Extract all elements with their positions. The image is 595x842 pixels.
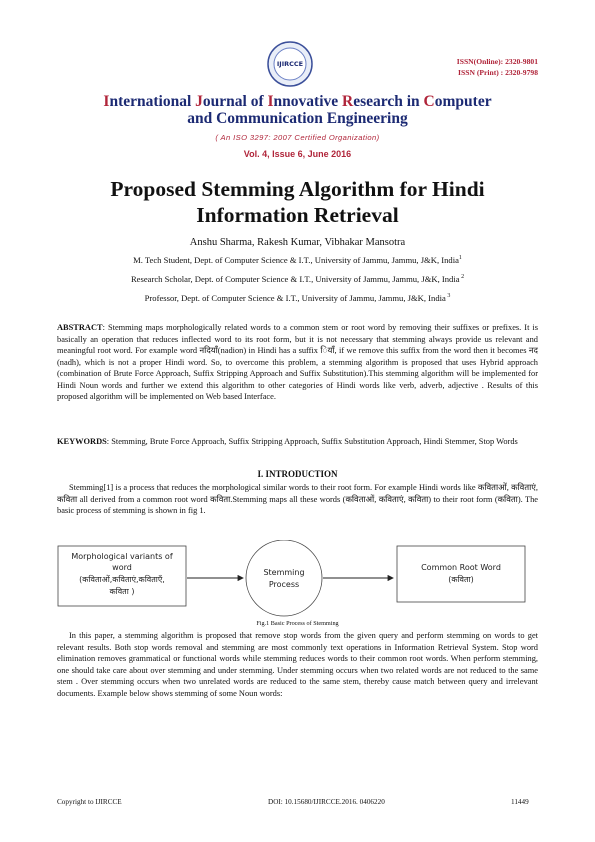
- figure-circle-line: Process: [268, 580, 300, 589]
- figure-circle-stemming: [246, 540, 322, 616]
- intro-paragraph-2: In this paper, a stemming algorithm is proposed that remove stop words from the given query and perform stemming on words to get relevant results. Both stop words removal and stemming are most commonly text operations in Information Retrieval System. Stop word elimination removes grammatical or functional words while stemming reduces words to their common root words. When perform stemming, one should take care about over stemming and under stemming. Under stemming occurs when two related words are not reduced to the same stem . Over stemming occurs when two unrelated words are reduced to the same stem, thereby cause match between query and irrelevant documents. Example below shows stemming of some Noun words:: [57, 631, 538, 698]
- abstract-text: : Stemming maps morphologically related words to a common stem or root word by removing their suffixes or prefixes. It is basically an operation that reduces inflected word to its root form, but it is not necessary that stemming always provide us relevant and meaningful root word. For example word नदियाँ(nadion) in Hindi has a suffix ियाँ, if we remove this suffix from the word then it becomes नद (nadh), which is not a proper Hindi word. So, to overcome this problem, a stemming algorithm is proposed that uses Hybrid approach (combination of Brute Force Approach, Suffix Stripping Approach and Suffix Substitution).This stemming algorithm will be implemented for Hindi Noun words and further we extend this algorithm to other categories of Hindi words like verb, adverb, adjective . Results of this proposed algorithm will be implemented on Web based Interface.: [57, 323, 538, 401]
- figure-circle-line: Stemming: [263, 568, 305, 577]
- abstract: [57, 322, 538, 403]
- footer-page-number: 11449: [511, 798, 529, 806]
- journal-logo-icon: [266, 40, 314, 88]
- journal-line-1: International Journal of Innovative Research in Computer: [103, 93, 492, 110]
- journal-line-2: and Communication Engineering: [187, 110, 408, 127]
- figure-box-variants-line: word: [112, 563, 132, 572]
- affiliation-1: M. Tech Student, Dept. of Computer Science & I.T., University of Jammu, Jammu, J&K, India$^1$: [133, 255, 462, 265]
- figure-box-variants-line: Morphological variants of: [71, 552, 173, 561]
- journal-name: [40, 93, 555, 127]
- paper-title: Proposed Stemming Algorithm for Hindi Information Retrieval: [110, 177, 485, 227]
- issn-print: ISSN (Print) : 2320-9798: [458, 68, 538, 77]
- footer-doi: DOI: 10.15680/IJIRCCE.2016. 0406220: [268, 798, 385, 806]
- figure-box-variants-line: कविता ): [109, 587, 135, 596]
- issn-block: [457, 56, 538, 78]
- footer-copyright: Copyright to IJIRCCE: [57, 798, 122, 806]
- iso-certification: ( An ISO 3297: 2007 Certified Organization): [215, 133, 380, 142]
- figure-box-root-line: Common Root Word: [421, 563, 501, 572]
- figure-box-root-line: (कविता): [448, 575, 474, 584]
- figure-stemming-process: [57, 540, 538, 620]
- keywords-label: KEYWORDS: [57, 437, 107, 446]
- intro-paragraph-1: Stemming[1] is a process that reduces the morphological similar words to their root form. For example Hindi words like कविताओं, कविताएं, कविता all derived from a common root word कविता.Stemming maps all these words (कविताओं, कविताएं, कविता) to their root form (कविता). The basic process of stemming is shown in fig 1.: [57, 483, 538, 515]
- keywords-text: : Stemming, Brute Force Approach, Suffix Stripping Approach, Suffix Substitution Approach, Hindi Stemmer, Stop Words: [106, 437, 518, 446]
- figure-box-root: [397, 546, 525, 602]
- keywords: [57, 436, 538, 448]
- logo-text: IJIRCCE: [276, 60, 304, 68]
- volume-issue: Vol. 4, Issue 6, June 2016: [243, 149, 352, 159]
- affiliation-3: Professor, Dept. of Computer Science & I.T., University of Jammu, Jammu, J&K, India $^3$: [144, 293, 451, 303]
- authors: Anshu Sharma, Rakesh Kumar, Vibhakar Mansotra: [189, 237, 406, 248]
- figure-box-variants-line: (कविताओं,कविताएं,कविताएँ,: [79, 575, 165, 584]
- abstract-label: ABSTRACT: [57, 323, 103, 332]
- affiliation-2: Research Scholar, Dept. of Computer Science & I.T., University of Jammu, Jammu, J&K, India $^2$: [130, 274, 465, 284]
- figure-caption: Fig.1 Basic Process of Stemming: [256, 620, 339, 627]
- issn-online: ISSN(Online): 2320-9801: [456, 57, 538, 66]
- section-heading-introduction: I. INTRODUCTION: [257, 469, 338, 479]
